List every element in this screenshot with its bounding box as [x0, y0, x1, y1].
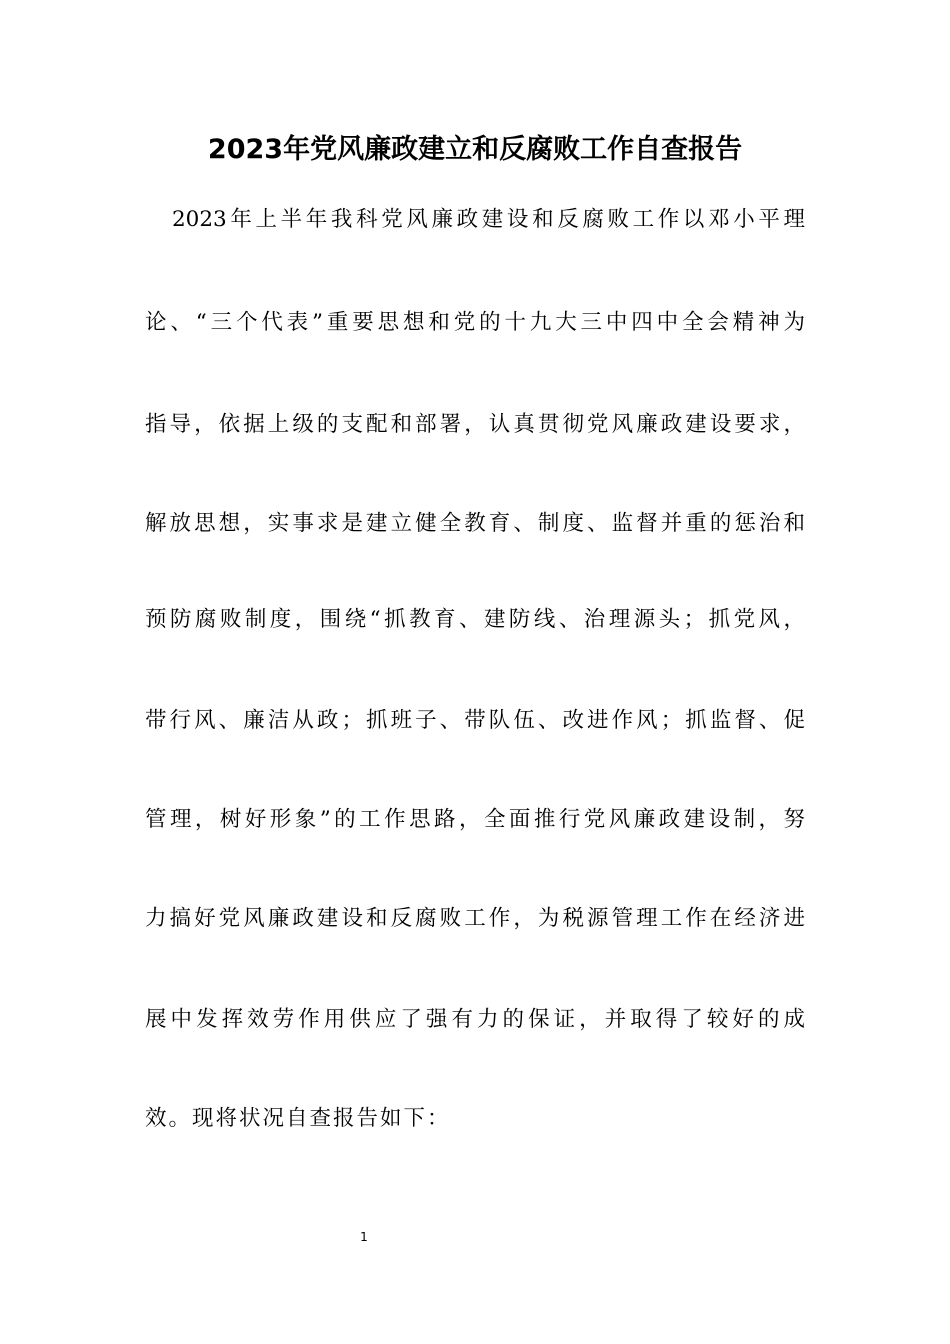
- page-number: 1: [360, 1230, 368, 1244]
- paragraph-line: 解放思想，实事求是建立健全教育、制度、监督并重的惩治和: [145, 511, 805, 536]
- paragraph-line: 论、“三个代表”重要思想和党的十九大三中四中全会精神为: [145, 310, 805, 335]
- document-title: 2023年党风廉政建立和反腐败工作自查报告: [207, 134, 743, 165]
- paragraph-line: 管理，树好形象”的工作思路，全面推行党风廉政建设制，努: [145, 807, 805, 832]
- paragraph-line: 力搞好党风廉政建设和反腐败工作，为税源管理工作在经济进: [145, 906, 805, 931]
- paragraph-line: 2023年上半年我科党风廉政建设和反腐败工作以邓小平理: [172, 207, 805, 232]
- paragraph-line: 带行风、廉洁从政；抓班子、带队伍、改进作风；抓监督、促: [145, 708, 805, 733]
- paragraph-line: 展中发挥效劳作用供应了强有力的保证，并取得了较好的成: [145, 1007, 805, 1032]
- paragraph-line: 指导，依据上级的支配和部署，认真贯彻党风廉政建设要求，: [145, 412, 805, 437]
- paragraph-line: 效。现将状况自查报告如下：: [145, 1106, 451, 1131]
- paragraph-line: 预防腐败制度，围绕“抓教育、建防线、治理源头；抓党风，: [145, 607, 805, 632]
